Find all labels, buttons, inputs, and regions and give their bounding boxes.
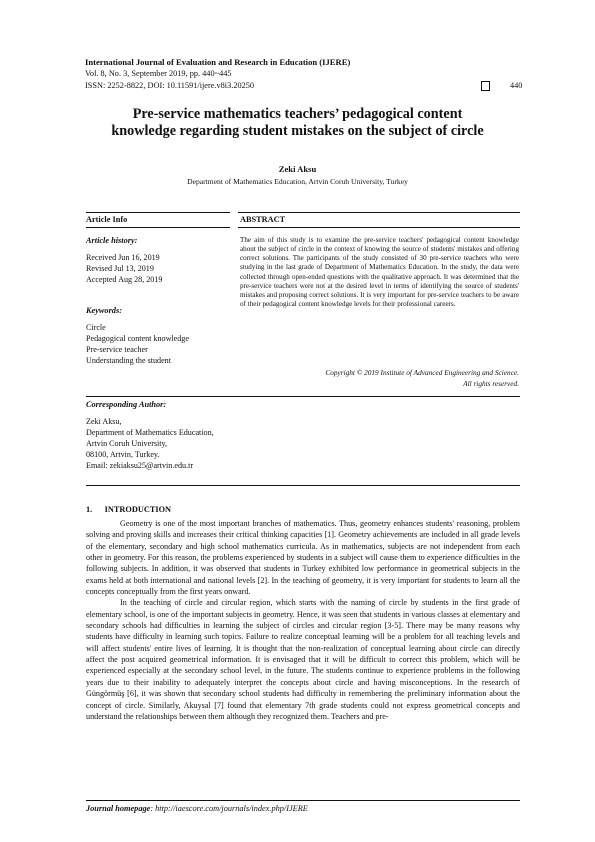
body-text [86, 518, 520, 722]
divider [86, 212, 230, 213]
list-item: Accepted Aug 28, 2019 [86, 275, 163, 284]
copyright-notice [240, 367, 519, 389]
paragraph: In the teaching of circle and circular region, which starts with the naming of circle by students in the first grade of elementary school, is one of the important subjects in geometry. Hence, it was seen that students in various classes at elementary and secondary schools had difficulties in learning the subject of circles and circular region [3-5]. There may be many reasons why students have difficulty in learning such topics. Failure to realize conceptual learning will be a problem for all teaching levels and will affect students' entire lives of learning. It is thought that the non-realization of conceptual learning about circle can directly affect the post acquired geometrical information. It is envisaged that it will be difficult to correct this problem, which will be experienced especially at the secondary school level, in the future. The students continue to experience problems in the following years due to their inability to adequately interpret the concepts about circle and having misconceptions. In the research of Güngörmüş [6], it was shown that secondary school students had difficulty in remembering the preliminary information about the concept of circle. Similarly, Akuysal [7] found that elementary 7th grade students could not express geometrical concepts and understand the relationships between them although they recognized them. Teachers and pre- [86, 598, 520, 721]
divider [238, 212, 520, 213]
divider [86, 396, 520, 397]
paragraph: Geometry is one of the most important branches of mathematics. Thus, geometry enhances students' reasoning, problem solving and proving skills and increases their critical thinking capacities [1]. Geometry achievements are included in all grade levels of the elementary, secondary and high school mathematics curricula. As in mathematics, subjects are not independent from each other in geometry. For this reason, the problems experienced by students in a subject will cause them to experience difficulties in the following subjects. In addition, it was observed that students in Turkey exhibited low performance in geometrical subjects in the exams held at both international and national levels [2]. In the teaching of geometry, it is very important for students to learn all the concepts conceptually from the first years onward. [86, 519, 520, 597]
keywords-label: Keywords: [86, 306, 122, 315]
homepage-url[interactable]: : http://iaescore.com/journals/index.php/IJERE [150, 804, 308, 813]
journal-homepage [86, 804, 308, 813]
list-item: 08100, Artvin, Turkey. [86, 450, 160, 459]
divider [86, 485, 520, 486]
list-item: Received Jun 16, 2019 [86, 253, 160, 262]
corresponding-author-label: Corresponding Author: [86, 400, 167, 409]
volume-info: Vol. 8, No. 3, September 2019, pp. 440~445 [85, 69, 232, 78]
homepage-label: Journal homepage [86, 804, 151, 813]
page-number: 440 [510, 81, 523, 90]
author-name: Zeki Aksu [278, 164, 317, 174]
title-line-2: knowledge regarding student mistakes on the subject of circle [111, 123, 484, 139]
list-item: Revised Jul 13, 2019 [86, 264, 154, 273]
list-item: Circle [86, 323, 106, 332]
history-label: Article history: [86, 236, 138, 245]
list-item: Email: zekiaksu25@artvin.edu.tr [86, 461, 194, 470]
issn-doi: ISSN: 2252-8822, DOI: 10.11591/ijere.v8i3.20250 [85, 81, 255, 90]
list-item: Department of Mathematics Education, [86, 428, 214, 437]
list-item: Pre-service teacher [86, 345, 148, 354]
section-heading: 1. INTRODUCTION [86, 505, 172, 514]
author-affiliation: Department of Mathematics Education, Artvin Coruh University, Turkey [187, 177, 408, 186]
journal-name: International Journal of Evaluation and Research in Education (IJERE) [85, 57, 351, 67]
history-list [86, 252, 162, 285]
copyright-line-2: All rights reserved. [463, 379, 519, 388]
divider [238, 227, 520, 228]
list-item: Understanding the student [86, 356, 171, 365]
paper-title [80, 106, 515, 140]
copyright-line-1: Copyright © 2019 Institute of Advanced Engineering and Science. [325, 368, 519, 377]
list-item: Zeki Aksu, [86, 417, 122, 426]
abstract-heading: ABSTRACT [240, 215, 286, 224]
abstract-text: The aim of this study is to examine the pre-service teachers' pedagogical content knowledge about the subject of circle in the context of knowing the source of students' mistakes and offering correct solutions. The participants of the study consisted of 30 pre-service teachers who were studying in the last grade of Department of Mathematics Education. In the study, the data were collected through open-ended questions with the qualitative approach. It was determined that the pre-service teachers were not at the desired level in terms of identifying the source of students' mistakes and proposing correct solutions. It is very important for pre-service teachers to be aware of their pedagogical content knowledge levels for their professional careers. [240, 236, 519, 309]
keywords-list [86, 322, 189, 366]
divider [86, 227, 230, 228]
square-icon [481, 81, 490, 91]
article-info-heading: Article Info [86, 215, 128, 224]
list-item: Pedagogical content knowledge [86, 334, 189, 343]
divider [86, 800, 520, 801]
corresponding-author-details [86, 416, 214, 471]
list-item: Artvin Coruh University, [86, 439, 168, 448]
title-line-1: Pre-service mathematics teachers’ pedagogical content [132, 106, 463, 122]
